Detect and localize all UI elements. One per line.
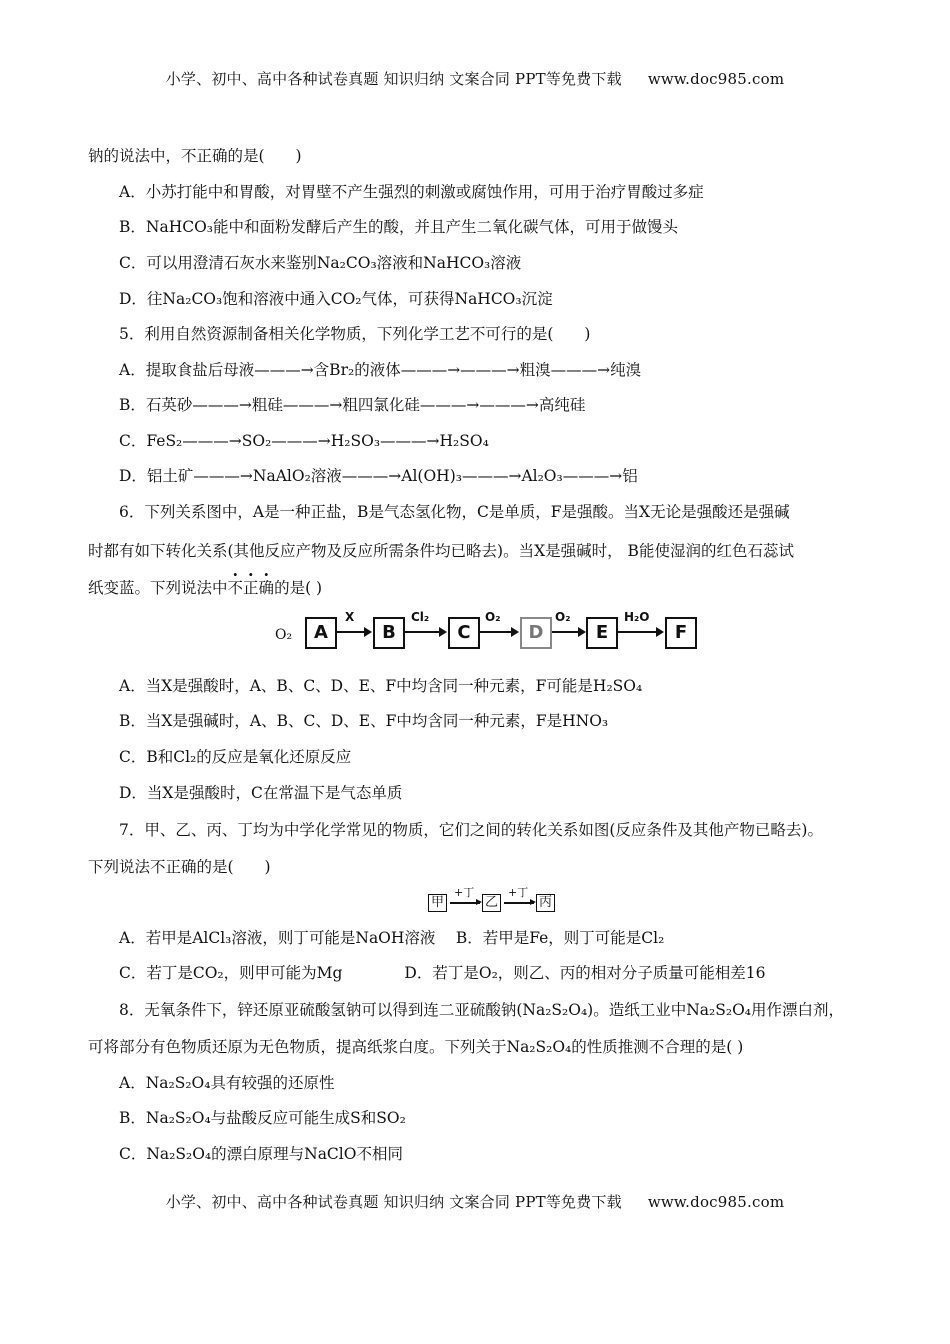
arrow-ding-1-label: +丁 (454, 886, 475, 899)
node-a: A (305, 617, 337, 649)
q4-option-a: A．小苏打能中和胃酸，对胃壁不产生强烈的刺激或腐蚀作用，可用于治疗胃酸过多症 (119, 183, 704, 201)
q6-stem-line2: 时都有如下转化关系(其他反应产物及反应所需条件均已略去)。当X是强碱时， B能使湿润的红色石蕊试 (88, 542, 794, 560)
header-url[interactable]: www.doc985.com (647, 70, 785, 88)
q6-stem3-a: 纸变蓝。下列说法中 (88, 579, 228, 597)
emphasis-char: 不 (227, 579, 244, 597)
node-jia: 甲 (428, 894, 447, 912)
arrow-cl2 (405, 631, 445, 633)
q8-stem-line2: 可将部分有色物质还原为无色物质，提高纸浆白度。下列关于Na₂S₂O₄的性质推测不合理的是( ) (88, 1038, 744, 1056)
arrow-h2o (618, 631, 662, 633)
arrow-h2o-label: H₂O (624, 610, 650, 624)
arrow-ding-1 (450, 902, 480, 904)
q6-option-a: A．当X是强酸时，A、B、C、D、E、F中均含同一种元素，F可能是H₂SO₄ (119, 677, 643, 695)
q5-stem: 5．利用自然资源制备相关化学物质，下列化学工艺不可行的是( ) (119, 325, 591, 343)
q6-emphasis-not-correct (228, 579, 275, 597)
q4-stem-tail: 钠的说法中，不正确的是( ) (88, 147, 302, 165)
arrow-ding-2-label: +丁 (508, 886, 529, 899)
q4-option-c: C．可以用澄清石灰水来鉴别Na₂CO₃溶液和NaHCO₃溶液 (119, 254, 522, 272)
q7-stem-line1: 7．甲、乙、丙、丁均为中学化学常见的物质，它们之间的转化关系如图(反应条件及其他产物已略去)。 (119, 821, 823, 839)
arrow-ding-2 (504, 902, 534, 904)
node-b: B (373, 617, 405, 649)
q6-reaction-diagram (275, 609, 705, 653)
q8-option-b: B．Na₂S₂O₄与盐酸反应可能生成S和SO₂ (119, 1109, 406, 1127)
node-yi: 乙 (482, 894, 501, 912)
footer-text: 小学、初中、高中各种试卷真题 知识归纳 文案合同 PPT等免费下载 (165, 1193, 622, 1211)
emphasis-char: 确 (258, 579, 275, 597)
q6-option-d: D．当X是强酸时，C在常温下是气态单质 (119, 784, 403, 802)
arrow-o2-1 (480, 631, 517, 633)
emphasis-char: 正 (243, 579, 259, 597)
q6-option-c: C．B和Cl₂的反应是氧化还原反应 (119, 748, 352, 766)
arrow-x (337, 631, 370, 633)
q5-option-a: A．提取食盐后母液———→含Br₂的液体———→———→粗溴———→纯溴 (119, 361, 642, 379)
q7-conversion-diagram (428, 888, 568, 916)
q6-option-b: B．当X是强碱时，A、B、C、D、E、F中均含同一种元素，F是HNO₃ (119, 712, 609, 730)
page-header (0, 68, 950, 89)
arrow-o2-1-label: O₂ (485, 610, 501, 624)
q5-option-c: C．FeS₂———→SO₂———→H₂SO₃———→H₂SO₄ (119, 432, 489, 450)
q7-options-cd: C．若丁是CO₂，则甲可能为Mg D．若丁是O₂，则乙、丙的相对分子质量可能相差16 (119, 964, 766, 982)
q4-option-d: D．往Na₂CO₃饱和溶液中通入CO₂气体，可获得NaHCO₃沉淀 (119, 290, 553, 308)
header-text: 小学、初中、高中各种试卷真题 知识归纳 文案合同 PPT等免费下载 (165, 70, 622, 88)
page-footer (0, 1191, 950, 1212)
q4-option-b: B．NaHCO₃能中和面粉发酵后产生的酸，并且产生二氧化碳气体，可用于做馒头 (119, 218, 678, 236)
node-c: C (448, 617, 480, 649)
footer-url[interactable]: www.doc985.com (647, 1193, 785, 1211)
q6-stem-line3 (88, 578, 322, 598)
node-d: D (520, 617, 552, 649)
q8-option-a: A．Na₂S₂O₄具有较强的还原性 (119, 1074, 335, 1092)
arrow-x-label: X (345, 610, 355, 624)
q5-option-b: B．石英砂———→粗硅———→粗四氯化硅———→———→高纯硅 (119, 396, 586, 414)
q6-stem-line1: 6．下列关系图中，A是一种正盐，B是气态氢化物，C是单质，F是强酸。当X无论是强酸还是强碱 (119, 503, 790, 521)
node-bing: 丙 (536, 894, 555, 912)
node-e: E (586, 617, 618, 649)
q7-stem-line2: 下列说法不正确的是( ) (88, 858, 271, 876)
q6-stem3-c: 的是( ) (274, 579, 323, 597)
arrow-o2-2-label: O₂ (555, 610, 571, 624)
q7-options-ab: A．若甲是AlCl₃溶液，则丁可能是NaOH溶液 B．若甲是Fe，则丁可能是Cl₂ (119, 929, 665, 947)
arrow-cl2-label: Cl₂ (411, 610, 430, 624)
q8-stem-line1: 8．无氧条件下，锌还原亚硫酸氢钠可以得到连二亚硫酸钠(Na₂S₂O₄)。造纸工业中Na₂S₂O₄用作漂白剂， (119, 1001, 844, 1019)
q5-option-d: D．铝土矿———→NaAlO₂溶液———→Al(OH)₃———→Al₂O₃———→铝 (119, 467, 638, 485)
diagram-prefix: O₂ (275, 627, 293, 643)
q8-option-c: C．Na₂S₂O₄的漂白原理与NaClO不相同 (119, 1145, 403, 1163)
node-f: F (665, 617, 697, 649)
arrow-o2-2 (552, 631, 584, 633)
